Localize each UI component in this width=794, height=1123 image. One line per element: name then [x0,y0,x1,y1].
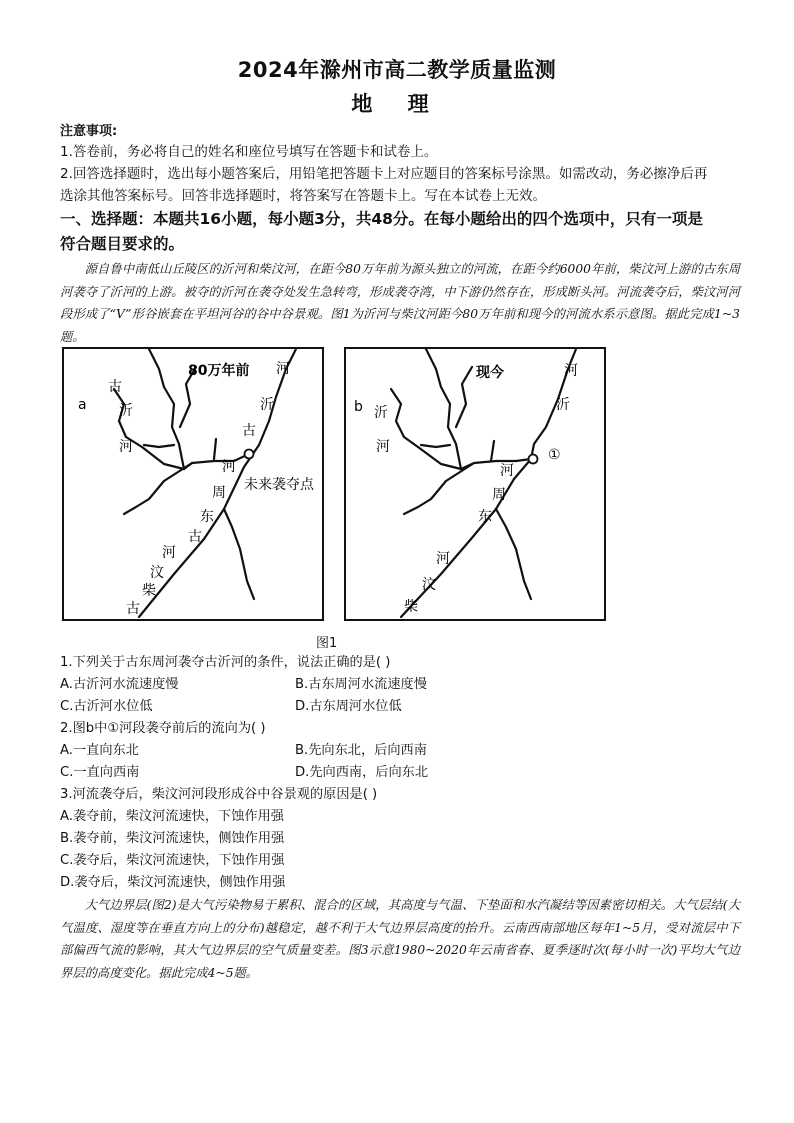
capture-point-label: 未来袭夺点 [244,477,314,493]
option: A.古沂河水流速度慢 [60,677,179,692]
question-stem: 3.河流袭夺后，柴汶河河段形成谷中谷景观的原因是( ) [60,787,378,802]
figure-caption: 图1 [316,636,338,651]
question-stem: 1.下列关于古东周河袭夺古沂河的条件，说法正确的是( ) [60,655,391,670]
section-heading-cont: 符合题目要求的。 [60,235,185,253]
option: B.先向东北，后向西南 [295,743,427,758]
river-line [496,509,531,599]
river-char: 古 [108,379,122,395]
river-char: 河 [162,545,176,561]
option: C.古沂河水位低 [60,699,153,714]
notes-heading: 注意事项: [60,124,118,139]
river-char: 东 [478,509,492,525]
river-line [491,441,494,461]
map-letter: a [78,397,87,413]
river-line [224,509,254,599]
river-char: 周 [212,485,226,501]
option: B.袭夺前，柴汶河流速快，侧蚀作用强 [60,831,285,846]
river-char: 古 [242,423,256,439]
river-line [124,463,192,514]
river-line [149,349,184,469]
river-line [426,349,461,469]
map-time-label: 80万年前 [188,363,250,379]
map-b-svg [346,349,604,619]
river-char: 河 [222,459,236,475]
river-char: 河 [564,363,578,379]
river-char: 柴 [404,599,418,615]
page-title: 2024年滁州市高二教学质量监测 [237,58,557,82]
passage-1: 源自鲁中南低山丘陵区的沂河和柴汶河，在距今80万年前为源头独立的河流，在距今约6000年前，柴汶河上游的古东周河袭夺了沂河的上游。被夺的沂河在袭夺处发生急转弯，形成袭夺湾，中下游仍然存在，形成断头河。河流袭夺后，柴汶河河段形成了“V”形谷嵌套在平坦河谷的谷中谷景观。图1为沂河与柴汶河距今80万年前和现今的河流水系示意图。据此完成1~3题。 [60,262,740,344]
map-b [344,347,606,621]
capture-point-marker [245,450,254,459]
option: C.一直向西南 [60,765,140,780]
map-a [62,347,324,621]
option: D.先向西南，后向东北 [295,765,429,780]
note-line: 2.回答选择题时，选出每小题答案后，用铅笔把答题卡上对应题目的答案标号涂黑。如需改动，务必擦净后再 [60,166,708,182]
river-line [144,445,174,447]
river-network-b [391,349,576,617]
option: A.一直向东北 [60,743,139,758]
river-line [456,367,472,427]
capture-point-marker [529,455,538,464]
note-line: 1.答卷前，务必将自己的姓名和座位号填写在答题卡和试卷上。 [60,144,438,160]
option: A.袭夺前，柴汶河流速快，下蚀作用强 [60,809,284,824]
river-line [184,454,249,469]
river-line [404,463,474,514]
river-char: 河 [500,463,514,479]
river-char: 东 [200,509,214,525]
river-char: 古 [188,529,202,545]
map-a-svg [64,349,322,619]
subject-title: 地 理 [351,92,443,116]
river-char: 河 [119,439,133,455]
river-char: 汶 [422,577,436,593]
river-char: 河 [376,439,390,455]
river-char: 沂 [260,397,274,413]
option: D.袭夺后，柴汶河流速快，侧蚀作用强 [60,875,286,890]
river-char: 河 [276,361,290,377]
section-heading: 一、选择题：本题共16小题，每小题3分，共48分。在每小题给出的四个选项中，只有一项是 [60,210,703,228]
river-line [391,389,461,469]
river-char: 古 [126,601,140,617]
river-char: 周 [492,487,506,503]
river-char: 柴 [142,583,156,599]
river-char: 河 [436,551,450,567]
river-char: 汶 [150,565,164,581]
passage-2: 大气边界层(图2)是大气污染物易于累积、混合的区域，其高度与气温、下垫面和水汽凝结等因素密切相关。大气层结(大气温度、湿度等在垂直方向上的分布)越稳定，越不利于大气边界层高度的抬升。云南西南部地区每年1~5月，受对流层中下部偏西气流的影响，其大气边界层的空气质量变差。图3示意1980~2020年云南省春、夏季逐时次(每小时一次)平均大气边界层的高度变化。据此完成4~5题。 [60,898,740,980]
point-1-label: ① [548,447,561,463]
option: C.袭夺后，柴汶河流速快，下蚀作用强 [60,853,285,868]
river-char: 沂 [556,397,570,413]
map-time-label: 现今 [476,365,504,381]
river-char: 沂 [119,403,133,419]
note-line: 选涂其他答案标号。回答非选择题时，将答案写在答题卡上。写在本试卷上无效。 [60,188,546,204]
option: D.古东周河水位低 [295,699,402,714]
river-line [214,439,216,459]
map-letter: b [354,399,363,415]
river-char: 沂 [374,405,388,421]
question-stem: 2.图b中①河段袭夺前后的流向为( ) [60,721,266,736]
river-line [421,445,450,447]
option: B.古东周河水流速度慢 [295,677,427,692]
